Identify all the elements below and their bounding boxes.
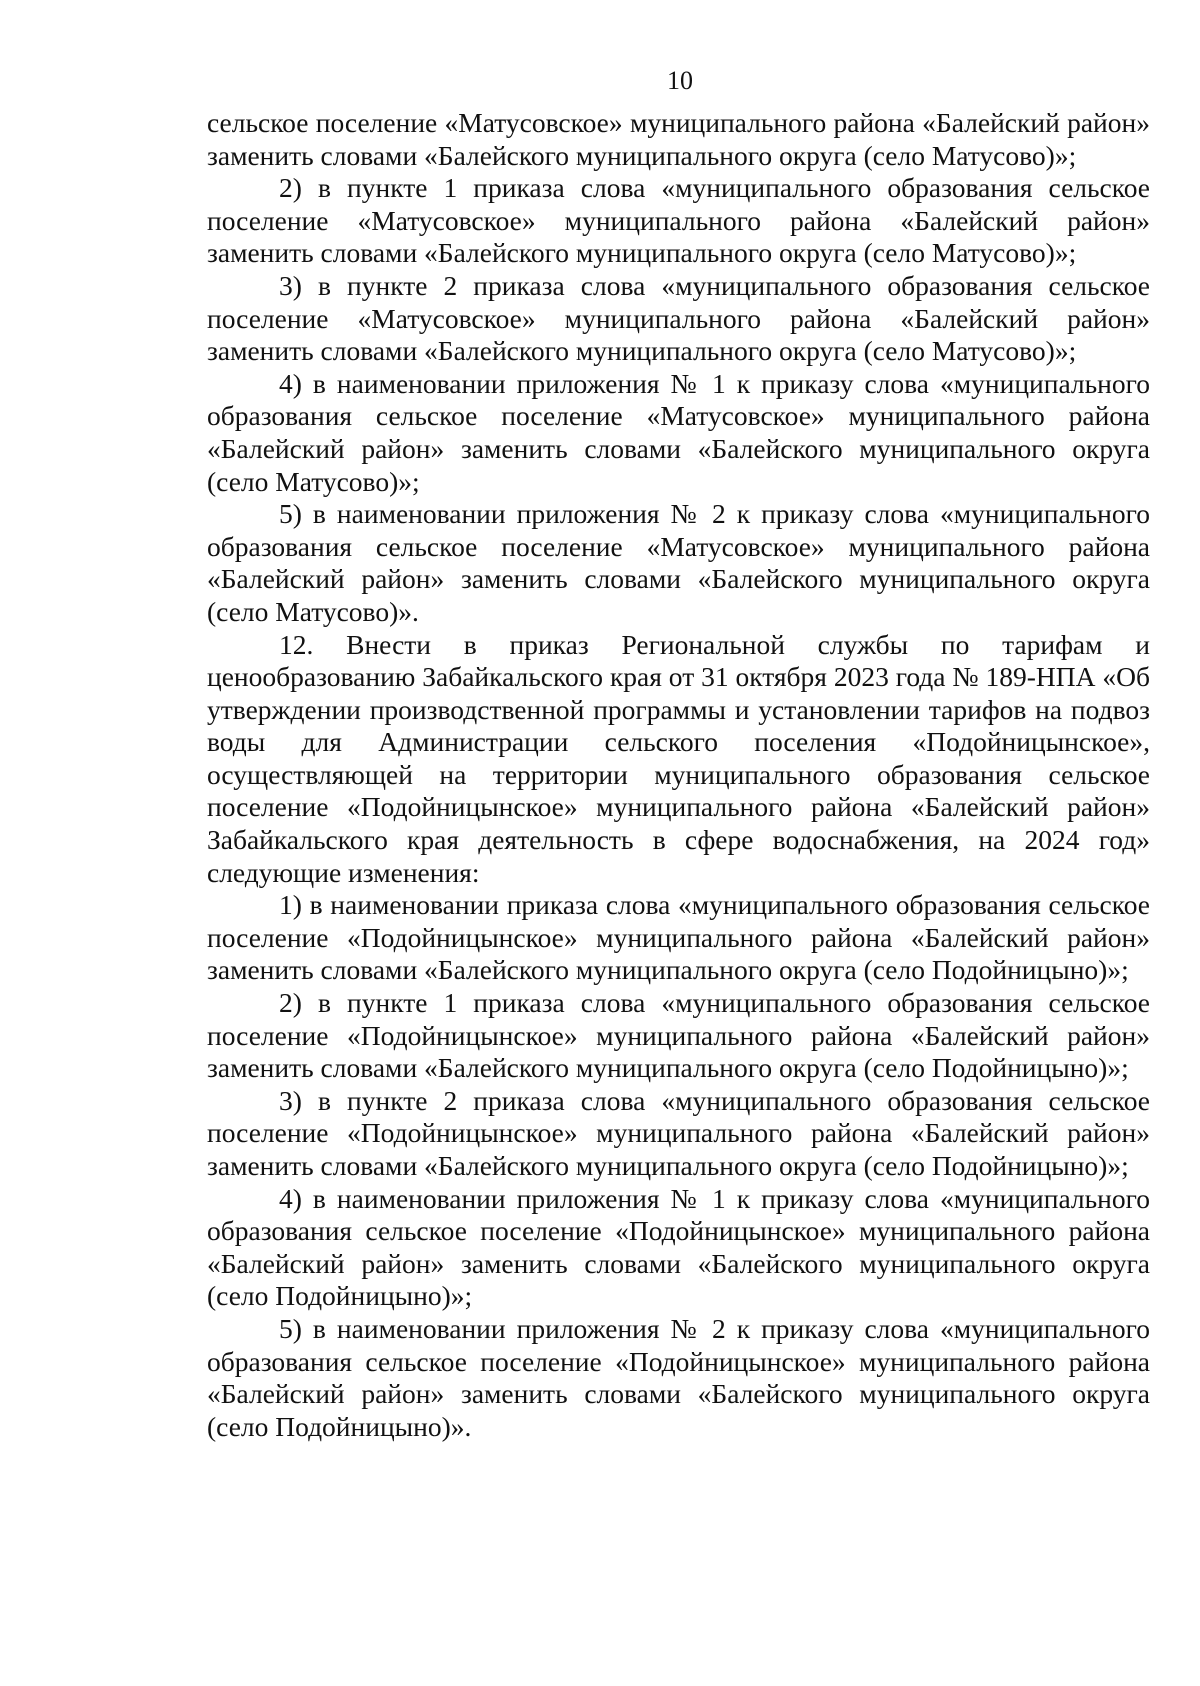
paragraph: 5) в наименовании приложения № 2 к приказу слова «муниципального образования сельское поселение «Матусовское» муниципального района «Балейский район» заменить словами «Балейского муниципального округа (село Матусово)». — [207, 498, 1150, 627]
paragraph: 1) в наименовании приказа слова «муниципального образования сельское поселение «Подойницынское» муниципального района «Балейский район» заменить словами «Балейского муниципального округа (село Подойницыно)»; — [207, 889, 1150, 986]
paragraph: 12. Внести в приказ Региональной службы по тарифам и ценообразованию Забайкальского края от 31 октября 2023 года № 189-НПА «Об утверждении производственной программы и установлении тарифов на подвоз воды для Администрации сельского поселения «Подойницынское», осуществляющей на территории муниципального образования сельское поселение «Подойницынское» муниципального района «Балейский район» Забайкальского края деятельность в сфере водоснабжения, на 2024 год» следующие изменения: — [207, 628, 1150, 888]
paragraph: 2) в пункте 1 приказа слова «муниципального образования сельское поселение «Матусовское» муниципального района «Балейский район» заменить словами «Балейского муниципального округа (село Матусово)»; — [207, 172, 1150, 269]
document-body — [207, 107, 1150, 1443]
page-number: 10 — [667, 66, 693, 95]
paragraph: 4) в наименовании приложения № 1 к приказу слова «муниципального образования сельское поселение «Матусовское» муниципального района «Балейский район» заменить словами «Балейского муниципального округа (село Матусово)»; — [207, 367, 1150, 497]
paragraph: 3) в пункте 2 приказа слова «муниципального образования сельское поселение «Подойницынское» муниципального района «Балейский район» заменить словами «Балейского муниципального округа (село Подойницыно)»; — [207, 1084, 1150, 1181]
paragraph: 2) в пункте 1 приказа слова «муниципального образования сельское поселение «Подойницынское» муниципального района «Балейский район» заменить словами «Балейского муниципального округа (село Подойницыно)»; — [207, 987, 1150, 1084]
paragraph: сельское поселение «Матусовское» муниципального района «Балейский район» заменить словами «Балейского муниципального округа (село Матусово)»; — [207, 107, 1150, 171]
paragraph: 5) в наименовании приложения № 2 к приказу слова «муниципального образования сельское поселение «Подойницынское» муниципального района «Балейский район» заменить словами «Балейского муниципального округа (село Подойницыно)». — [207, 1312, 1150, 1442]
paragraph: 3) в пункте 2 приказа слова «муниципального образования сельское поселение «Матусовское» муниципального района «Балейский район» заменить словами «Балейского муниципального округа (село Матусово)»; — [207, 269, 1150, 367]
paragraph: 4) в наименовании приложения № 1 к приказу слова «муниципального образования сельское поселение «Подойницынское» муниципального района «Балейский район» заменить словами «Балейского муниципального округа (село Подойницыно)»; — [207, 1182, 1150, 1312]
